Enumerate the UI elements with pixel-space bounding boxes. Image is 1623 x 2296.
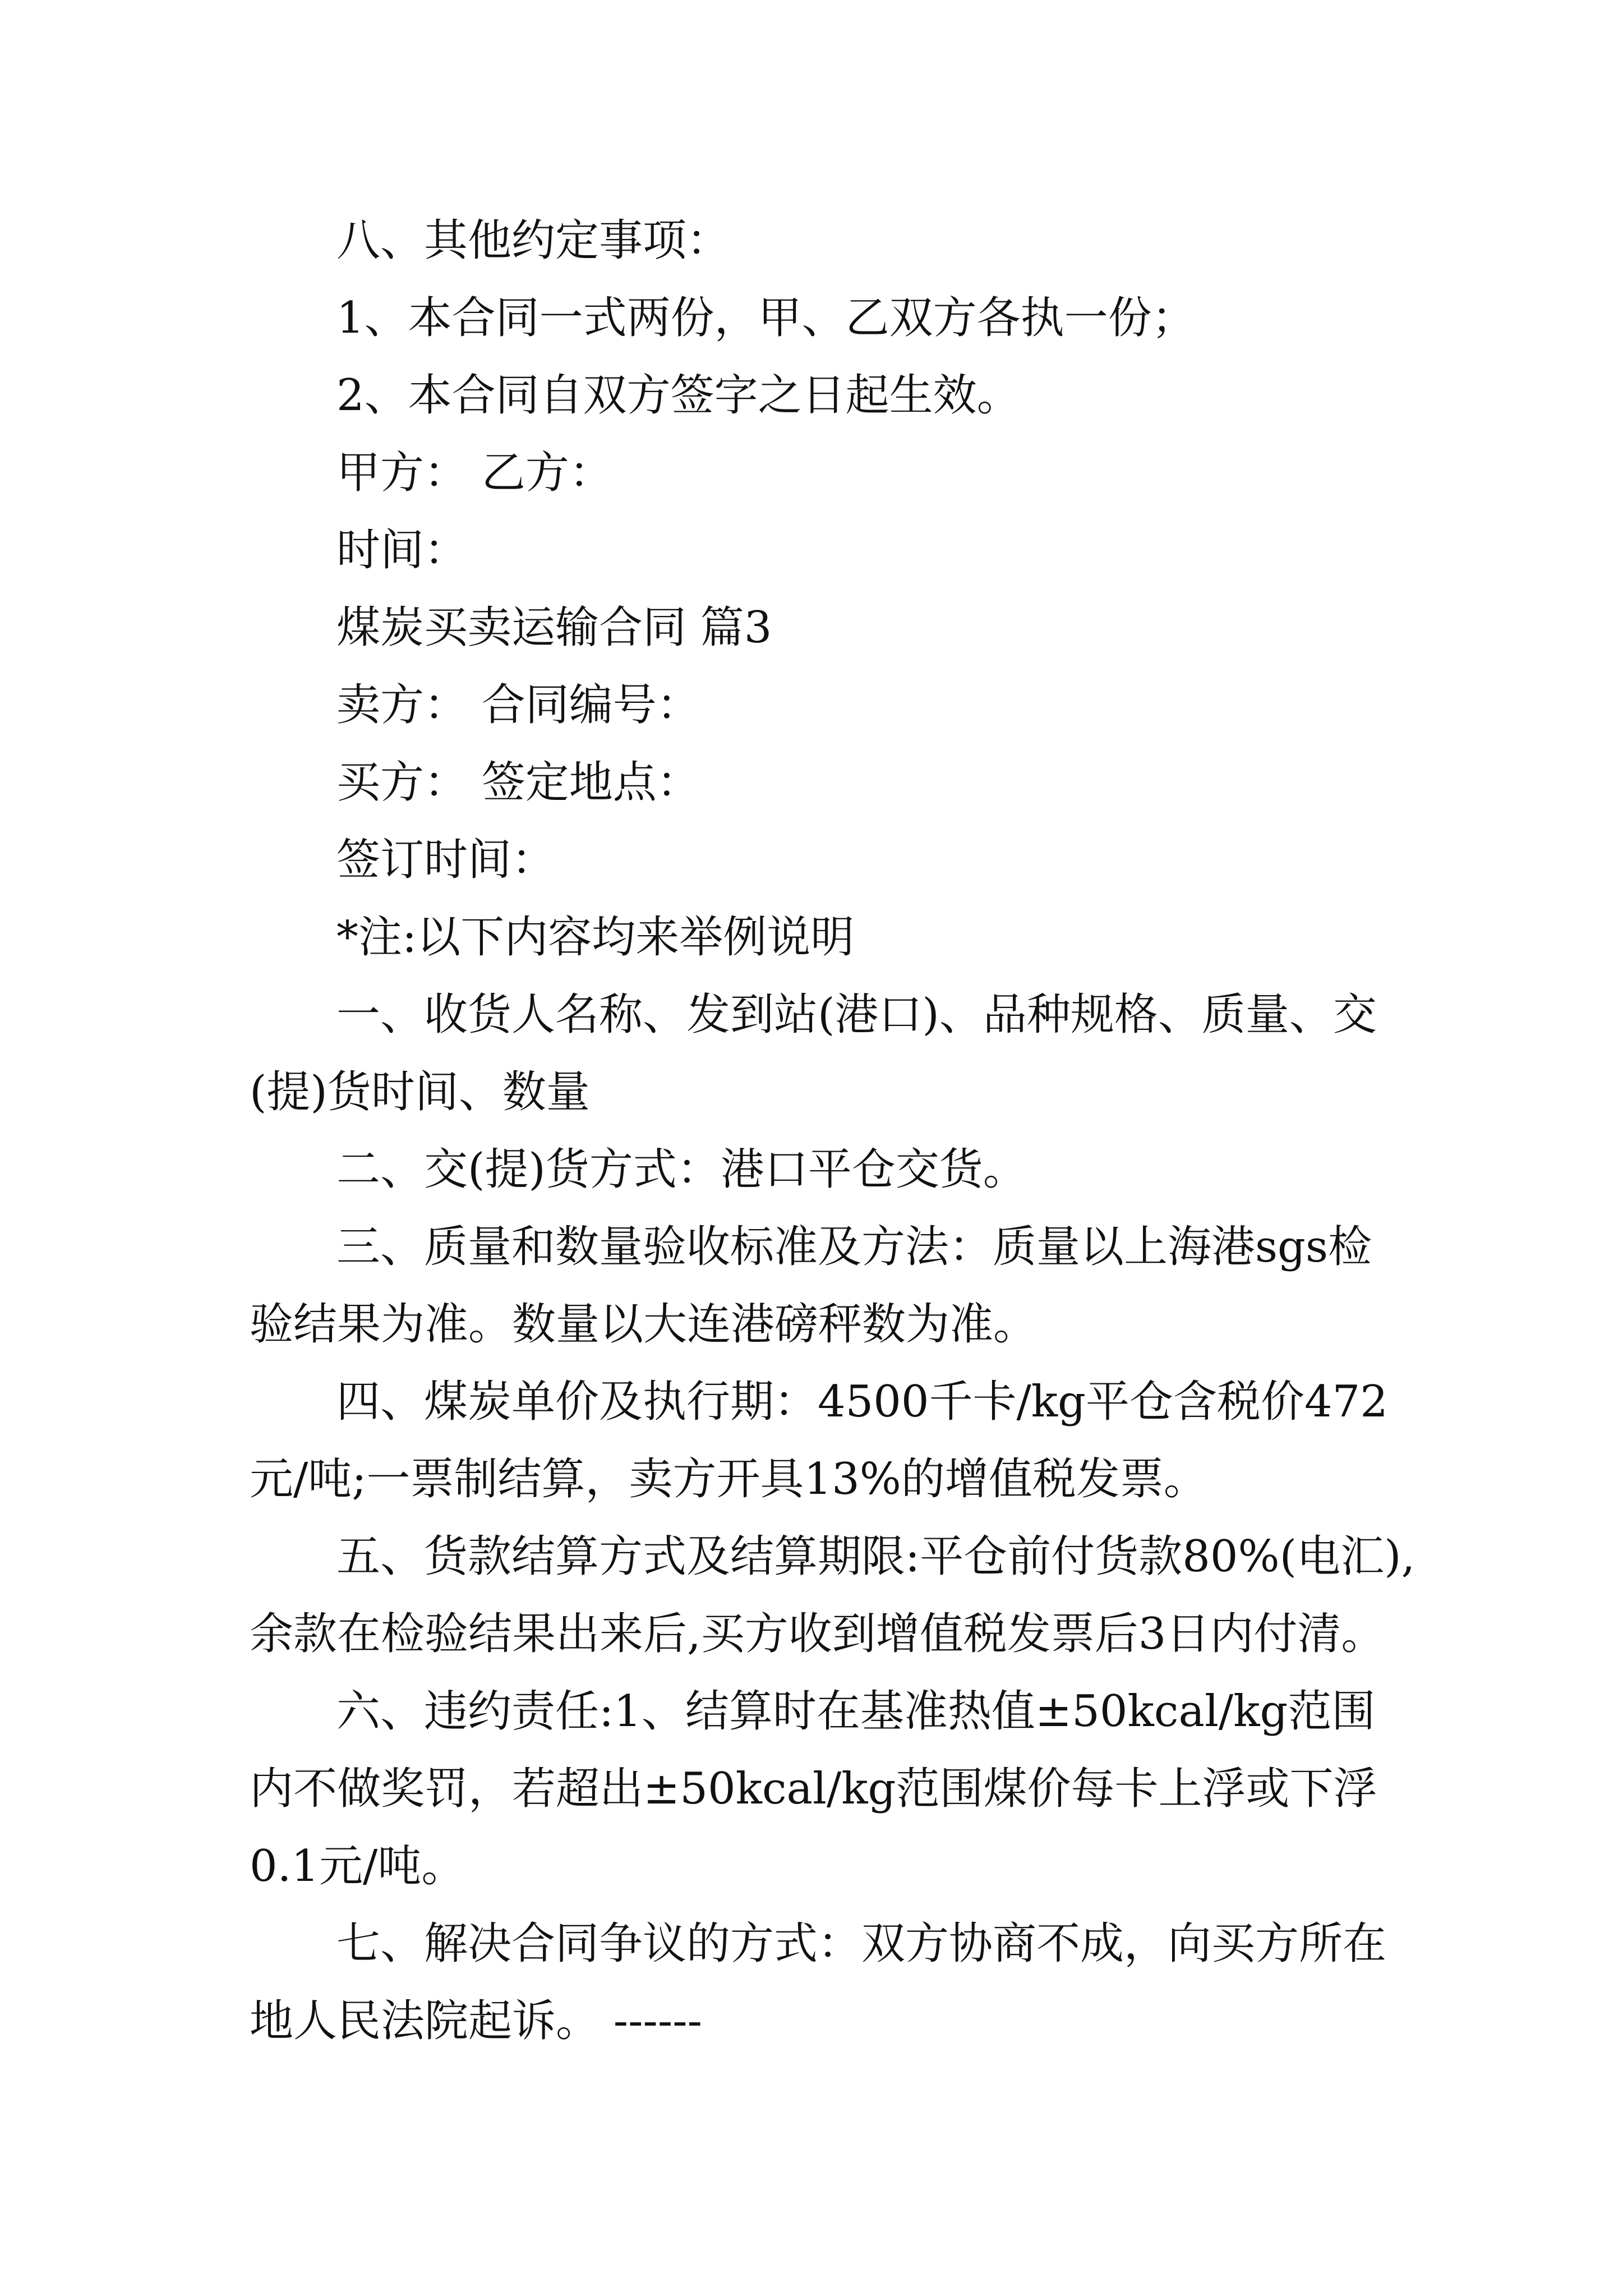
text-line: 五、货款结算方式及结算期限:平仓前付货款80%(电汇), [336,1531,1415,1582]
text-line: 四、煤炭单价及执行期：4500千卡/kg平仓含税价472 [336,1377,1388,1427]
text-line: 余款在检验结果出来后,买方收到增值税发票后3日内付清。 [250,1609,1385,1659]
text-line: 0.1元/吨。 [250,1841,465,1892]
text-line: 六、违约责任:1、结算时在基准热值±50kcal/kg范围 [336,1686,1376,1737]
text-line: 煤炭买卖运输合同 篇3 [336,602,772,653]
text-line: 时间： [336,525,468,576]
text-line: 卖方： 合同编号： [336,680,700,730]
text-line: 内不做奖罚，若超出±50kcal/kg范围煤价每卡上浮或下浮 [250,1764,1377,1814]
text-line: *注:以下内容均来举例说明 [336,912,855,963]
text-line: 2、本合同自双方签字之日起生效。 [336,370,1021,421]
text-line: 七、解决合同争议的方式：双方协商不成，向买方所在 [336,1918,1387,1969]
text-line: (提)货时间、数量 [250,1067,590,1117]
text-line: 三、质量和数量验收标准及方法：质量以上海港sgs检 [336,1222,1372,1272]
text-line: 甲方： 乙方： [336,448,613,498]
text-line: 八、其他约定事项： [336,215,731,266]
text-line: 签订时间： [336,835,556,885]
text-line: 地人民法院起诉。 ------ [250,1996,702,2046]
text-line: 一、收货人名称、发到站(港口)、品种规格、质量、交 [336,990,1377,1040]
text-line: 元/吨;一票制结算，卖方开具13%的增值税发票。 [250,1454,1207,1504]
text-line: 验结果为准。数量以大连港磅秤数为准。 [250,1299,1038,1350]
text-line: 1、本合同一式两份，甲、乙双方各执一份； [336,293,1196,343]
text-line: 买方： 签定地点： [336,757,700,808]
text-line: 二、交(提)货方式：港口平仓交货。 [336,1144,1027,1195]
